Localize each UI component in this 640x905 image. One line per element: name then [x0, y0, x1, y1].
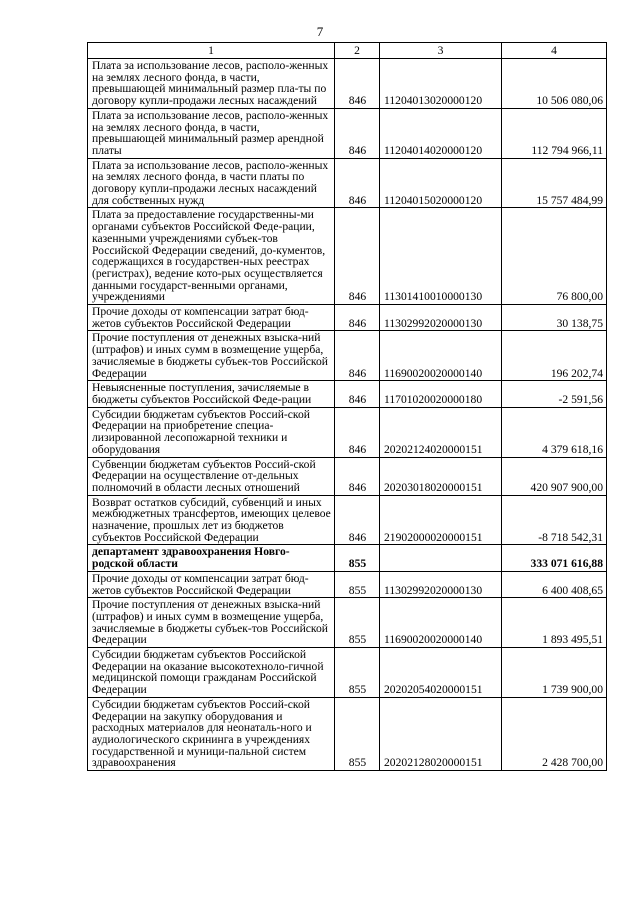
admin-code-cell: 855 — [335, 648, 380, 698]
admin-code-cell: 846 — [335, 495, 380, 545]
table-row — [88, 331, 607, 381]
table-body — [88, 59, 607, 771]
classification-code-cell: 11204015020000120 — [380, 158, 502, 208]
column-header-4: 4 — [502, 43, 607, 59]
amount-cell: 10 506 080,06 — [502, 59, 607, 109]
table-row — [88, 648, 607, 698]
admin-code-cell: 855 — [335, 545, 380, 571]
amount-cell: 1 739 900,00 — [502, 648, 607, 698]
admin-code-cell: 846 — [335, 381, 380, 407]
amount-cell: 420 907 900,00 — [502, 457, 607, 495]
admin-code-cell: 846 — [335, 331, 380, 381]
classification-code-cell: 11301410010000130 — [380, 208, 502, 305]
amount-cell: 112 794 966,11 — [502, 108, 607, 158]
admin-code-cell: 846 — [335, 457, 380, 495]
classification-code-cell: 20202054020000151 — [380, 648, 502, 698]
table-row — [88, 495, 607, 545]
classification-code-cell: 11302992020000130 — [380, 571, 502, 597]
revenue-name-cell: Субсидии бюджетам субъектов Российской Федерации на оказание высокотехноло-гичной медицинской помощи гражданам Российской Федерации — [88, 648, 335, 698]
classification-code-cell: 20202128020000151 — [380, 697, 502, 770]
table-row — [88, 158, 607, 208]
amount-cell: 30 138,75 — [502, 305, 607, 331]
admin-code-cell: 846 — [335, 208, 380, 305]
revenue-name-cell: Плата за использование лесов, располо-женных на землях лесного фонда, в части, превышающей минимальный размер пла-ты по договору купли-продажи лесных насаждений — [88, 59, 335, 109]
revenue-name-cell: Плата за использование лесов, располо-женных на землях лесного фонда, в части платы по договору купли-продажи лесных насаждений для собственных нужд — [88, 158, 335, 208]
revenue-name-cell: Прочие поступления от денежных взыска-ний (штрафов) и иных сумм в возмещение ущерба, зачисляемые в бюджеты субъек-тов Российской Федерации — [88, 598, 335, 648]
amount-cell: 15 757 484,99 — [502, 158, 607, 208]
classification-code-cell: 11690020020000140 — [380, 598, 502, 648]
amount-cell: 4 379 618,16 — [502, 407, 607, 457]
classification-code-cell: 20203018020000151 — [380, 457, 502, 495]
table-row — [88, 457, 607, 495]
revenue-name-cell: Субсидии бюджетам субъектов Россий-ской Федерации на закупку оборудования и расходных материалов для неонаталь-ного и аудиологического скрининга в учреждениях государственной и муници-пальной систем здравоохранения — [88, 697, 335, 770]
table-row — [88, 59, 607, 109]
admin-code-cell: 855 — [335, 571, 380, 597]
amount-cell: 1 893 495,51 — [502, 598, 607, 648]
revenue-name-cell: Прочие поступления от денежных взыска-ний (штрафов) и иных сумм в возмещение ущерба, зачисляемые в бюджеты субъек-тов Российской Федерации — [88, 331, 335, 381]
table-header-row — [88, 43, 607, 59]
column-header-1: 1 — [88, 43, 335, 59]
table-row — [88, 407, 607, 457]
revenue-name-cell: Плата за предоставление государственны-ми органами субъектов Российской Феде-рации, казенными учреждениями субъек-тов Российской Федерации сведений, до-кументов, содержащихся в государствен-ных реестрах (регистрах), ведение кото-рых осуществляется данными государст-венными органами, учреждениями — [88, 208, 335, 305]
budget-revenue-table — [87, 42, 607, 771]
amount-cell: 76 800,00 — [502, 208, 607, 305]
page-number: 7 — [316, 24, 324, 39]
classification-code-cell: 20202124020000151 — [380, 407, 502, 457]
amount-cell: 6 400 408,65 — [502, 571, 607, 597]
admin-code-cell: 855 — [335, 598, 380, 648]
amount-cell: 196 202,74 — [502, 331, 607, 381]
department-row — [88, 545, 607, 571]
column-header-3: 3 — [380, 43, 502, 59]
classification-code-cell: 11690020020000140 — [380, 331, 502, 381]
amount-cell: -2 591,56 — [502, 381, 607, 407]
amount-cell: 2 428 700,00 — [502, 697, 607, 770]
column-header-2: 2 — [335, 43, 380, 59]
admin-code-cell: 846 — [335, 305, 380, 331]
admin-code-cell: 855 — [335, 697, 380, 770]
table-row — [88, 571, 607, 597]
revenue-name-cell: Субсидии бюджетам субъектов Россий-ской Федерации на приобретение специа-лизированной лесопожарной техники и оборудования — [88, 407, 335, 457]
revenue-name-cell: Субвенции бюджетам субъектов Россий-ской Федерации на осуществление от-дельных полномочий в области лесных отношений — [88, 457, 335, 495]
admin-code-cell: 846 — [335, 59, 380, 109]
admin-code-cell: 846 — [335, 158, 380, 208]
admin-code-cell: 846 — [335, 108, 380, 158]
revenue-name-cell: Плата за использование лесов, располо-женных на землях лесного фонда, в части, превышающей минимальный размер арендной платы — [88, 108, 335, 158]
revenue-name-cell: Возврат остатков субсидий, субвенций и иных межбюджетных трансфертов, имеющих целевое назначение, прошлых лет из бюджетов субъектов Российской Федерации — [88, 495, 335, 545]
table-row — [88, 697, 607, 770]
revenue-name-cell: Прочие доходы от компенсации затрат бюд-жетов субъектов Российской Федерации — [88, 305, 335, 331]
classification-code-cell: 11204013020000120 — [380, 59, 502, 109]
amount-cell: -8 718 542,31 — [502, 495, 607, 545]
amount-cell: 333 071 616,88 — [502, 545, 607, 571]
table-row — [88, 305, 607, 331]
classification-code-cell: 11302992020000130 — [380, 305, 502, 331]
classification-code-cell: 21902000020000151 — [380, 495, 502, 545]
table-row — [88, 108, 607, 158]
admin-code-cell: 846 — [335, 407, 380, 457]
classification-code-cell: 11204014020000120 — [380, 108, 502, 158]
revenue-name-cell: департамент здравоохранения Новго-родской области — [88, 545, 335, 571]
table-row — [88, 381, 607, 407]
revenue-name-cell: Невыясненные поступления, зачисляемые в бюджеты субъектов Российской Феде-рации — [88, 381, 335, 407]
classification-code-cell — [380, 545, 502, 571]
revenue-name-cell: Прочие доходы от компенсации затрат бюд-жетов субъектов Российской Федерации — [88, 571, 335, 597]
table-row — [88, 598, 607, 648]
classification-code-cell: 11701020020000180 — [380, 381, 502, 407]
table-row — [88, 208, 607, 305]
